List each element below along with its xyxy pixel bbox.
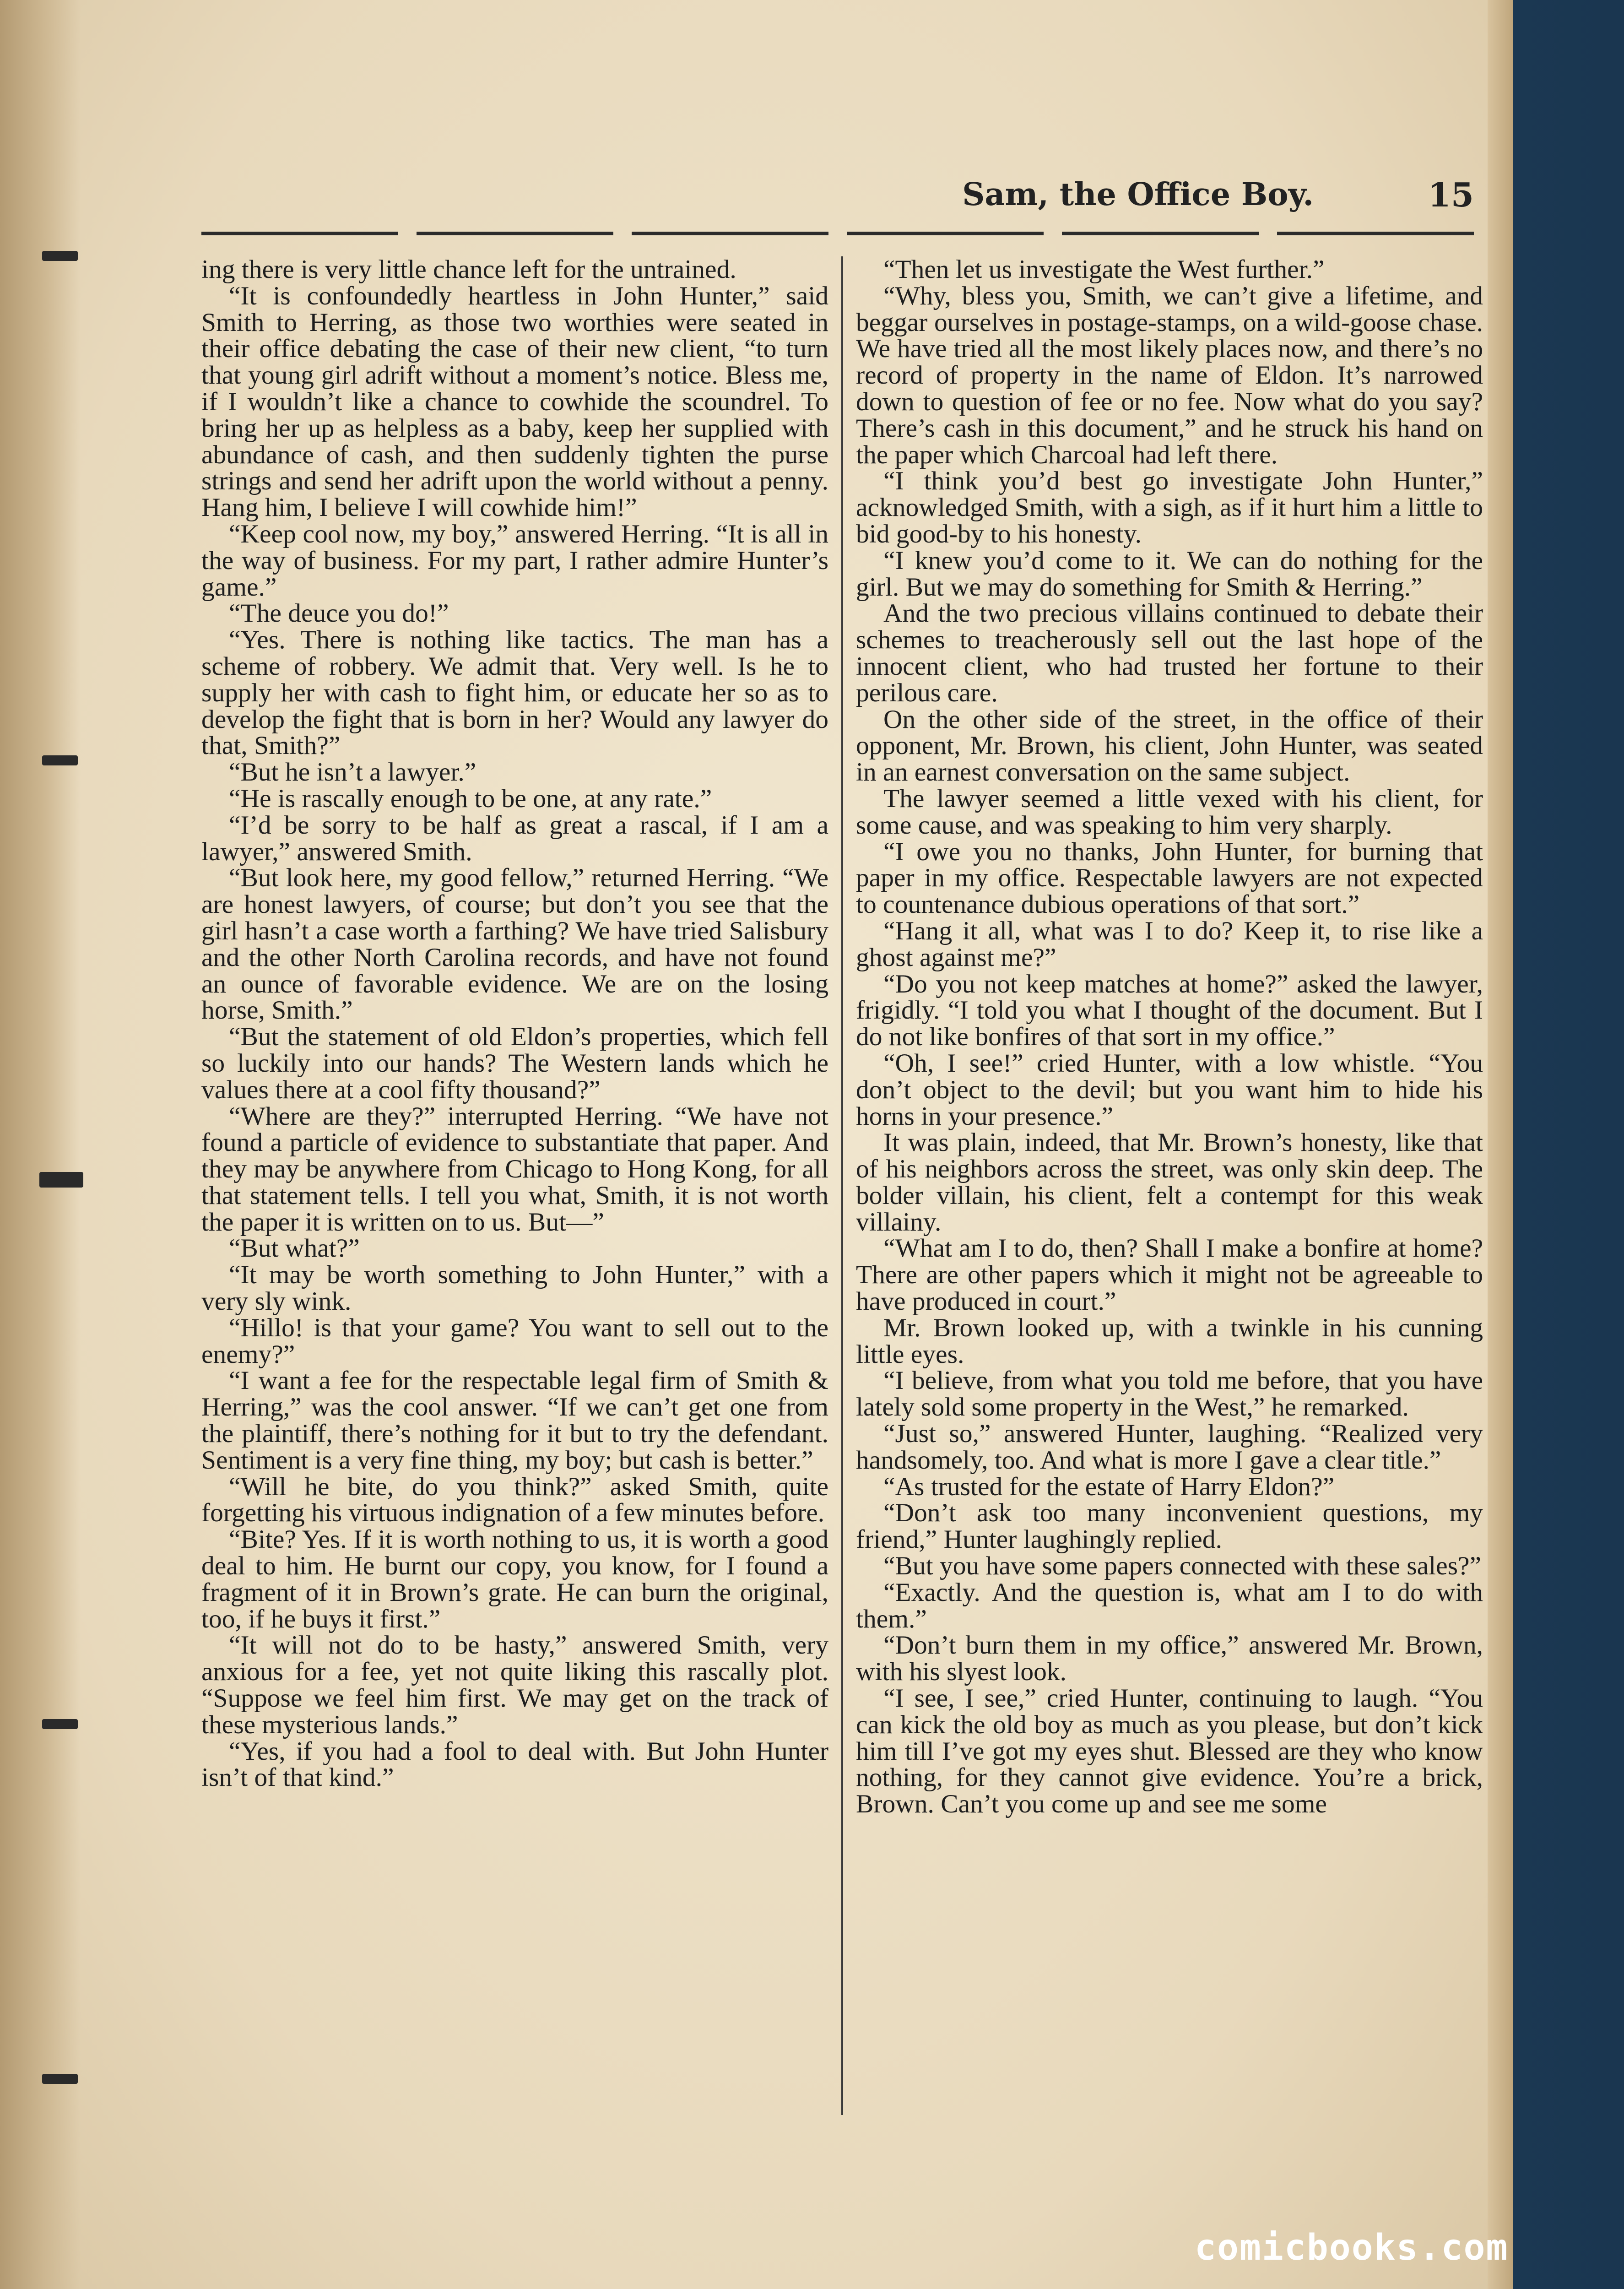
binding-stitch [42, 1719, 78, 1729]
paragraph: “Don’t burn them in my office,” answered Mr. Brown, with his slyest look. [856, 1631, 1483, 1687]
paragraph: “Bite? Yes. If it is worth nothing to us, it is worth a good deal to him. He burnt our copy, you know, for I found a fragment of it in Brown’s grate. He can burn the original, too, if he buys it first.” [201, 1525, 828, 1633]
binding-stitch [42, 251, 78, 261]
paragraph: “The deuce you do!” [229, 599, 449, 628]
column-divider [841, 256, 843, 2115]
binding-stitch [42, 2074, 78, 2084]
page-number: 15 [1428, 175, 1474, 214]
paragraph: The lawyer seemed a little vexed with his client, for some cause, and was speaking to him very sharply. [856, 784, 1483, 840]
paragraph: “Exactly. And the question is, what am I to do with them.” [856, 1578, 1483, 1633]
paragraph: It was plain, indeed, that Mr. Brown’s honesty, like that of his neighbors across the street, was only skin deep. The bolder villain, his client, felt a contempt for this weak villainy. [856, 1128, 1483, 1237]
paragraph: “Don’t ask too many inconvenient questions, my friend,” Hunter laughingly replied. [856, 1498, 1483, 1554]
paragraph: “But look here, my good fellow,” returned Herring. “We are honest lawyers, of course; but don’t you see that the girl hasn’t a case worth a farthing? We have tried Salisbury and the other North Carolina records, and have not found an ounce of favorable evidence. We are on the losing horse, Smith.” [201, 863, 828, 1025]
paragraph: “Hang it all, what was I to do? Keep it, to rise like a ghost against me?” [856, 916, 1483, 972]
paragraph: “Why, bless you, Smith, we can’t give a lifetime, and beggar ourselves in postage-stamps, on a wild-goose chase. We have tried all the most likely places now, and there’s no record of property in the name of Eldon. It’s narrowed down to question of fee or no fee. Now what do you say? There’s cash in this document,” and he struck his hand on the paper which Charcoal had left there. [856, 281, 1483, 469]
paragraph: “It may be worth something to John Hunter,” with a very sly wink. [201, 1260, 828, 1316]
paragraph: “I think you’d best go investigate John Hunter,” acknowledged Smith, with a sigh, as if it hurt him a little to bid good-by to his honesty. [856, 466, 1483, 548]
paragraph: “But what?” [229, 1234, 360, 1263]
paragraph: “He is rascally enough to be one, at any rate.” [229, 784, 712, 813]
paragraph: On the other side of the street, in the office of their opponent, Mr. Brown, his client, John Hunter, was seated in an earnest conversation on the same subject. [856, 705, 1483, 787]
binding-stitch [39, 1172, 83, 1188]
page-edge [1488, 0, 1513, 2289]
paragraph: “It will not do to be hasty,” answered Smith, very anxious for a fee, yet not quite liking this rascally plot. “Suppose we feel him first. We may get on the track of these mysterious lands.” [201, 1631, 828, 1739]
paragraph: “Will he bite, do you think?” asked Smith, quite forgetting his virtuous indignation of a few minutes before. [201, 1472, 828, 1528]
paragraph: “I knew you’d come to it. We can do nothing for the girl. But we may do something for Smith & Herring.” [856, 546, 1483, 602]
paragraph: “But he isn’t a lawyer.” [229, 758, 476, 787]
running-title: Sam, the Office Boy. [962, 176, 1314, 213]
paragraph: “But the statement of old Eldon’s properties, which fell so luckily into our hands? The Western lands which he values there at a cool fifty thousand?” [201, 1022, 828, 1104]
paragraph: Mr. Brown looked up, with a twinkle in his cunning little eyes. [856, 1313, 1483, 1369]
paragraph: “But you have some papers connected with these sales?” [883, 1551, 1482, 1581]
left-text-column [201, 256, 828, 1791]
paragraph: “Keep cool now, my boy,” answered Herring. “It is all in the way of business. For my part, I rather admire Hunter’s game.” [201, 519, 828, 602]
paragraph: And the two precious villains continued to debate their schemes to treacherously sell out the last hope of the innocent client, who had trusted her fortune to their perilous care. [856, 599, 1483, 707]
paragraph: “As trusted for the estate of Harry Eldon?” [883, 1472, 1335, 1501]
paragraph: “It is confoundedly heartless in John Hunter,” said Smith to Herring, as those two worthies were seated in their office debating the case of their new client, “to turn that young girl adrift without a moment’s notice. Bless me, if I wouldn’t like a chance to cowhide the scoundrel. To bring her up as helpless as a baby, keep her supplied with abundance of cash, and then suddenly tighten the purse strings and send her adrift upon the world without a penny. Hang him, I believe I will cowhide him!” [201, 281, 828, 522]
paragraph: “I want a fee for the respectable legal firm of Smith & Herring,” was the cool answer. “If we can’t get one from the plaintiff, there’s nothing for it but to try the defendant. Sentiment is a very fine thing, my boy; but cash is better.” [201, 1366, 828, 1475]
paragraph: “Yes. There is nothing like tactics. The man has a scheme of robbery. We admit that. Very well. Is he to supply her with cash to fight him, or educate her so as to develop the fight that is born in her? Would any lawyer do that, Smith?” [201, 625, 828, 760]
binding-stitch [42, 755, 78, 765]
header-rule [201, 232, 1478, 235]
paragraph: “Do you not keep matches at home?” asked the lawyer, frigidly. “I told you what I thought of the document. But I do not like bonfires of that sort in my office.” [856, 969, 1483, 1052]
paragraph: “I see, I see,” cried Hunter, continuing to laugh. “You can kick the old boy as much as you please, but don’t kick him till I’ve got my eyes shut. Blessed are they who know nothing, for they cannot give evidence. You’re a brick, Brown. Can’t you come up and see me some [856, 1684, 1483, 1819]
paragraph: “Then let us investigate the West further.” [883, 255, 1325, 284]
paragraph: “I believe, from what you told me before, that you have lately sold some property in the West,” he remarked. [856, 1366, 1483, 1422]
paragraph: ing there is very little chance left for the untrained. [201, 255, 736, 284]
paragraph: “I owe you no thanks, John Hunter, for burning that paper in my office. Respectable lawyers are not expected to countenance dubious operations of that sort.” [856, 837, 1483, 919]
paragraph: “I’d be sorry to be half as great a rascal, if I am a lawyer,” answered Smith. [201, 810, 828, 866]
paragraph: “Yes, if you had a fool to deal with. But John Hunter isn’t of that kind.” [201, 1736, 828, 1792]
right-text-column [856, 256, 1483, 1817]
paragraph: “Where are they?” interrupted Herring. “We have not found a particle of evidence to substantiate that paper. And they may be anywhere from Chicago to Hong Kong, for all that statement tells. I tell you what, Smith, it is not worth the paper it is written on to us. But—” [201, 1101, 828, 1237]
paragraph: “What am I to do, then? Shall I make a bonfire at home? There are other papers which it might not be agreeable to have produced in court.” [856, 1234, 1483, 1316]
paragraph: “Oh, I see!” cried Hunter, with a low whistle. “You don’t object to the devil; but you want him to hide his horns in your presence.” [856, 1048, 1483, 1131]
paragraph: “Just so,” answered Hunter, laughing. “Realized very handsomely, too. And what is more I gave a clear title.” [856, 1419, 1483, 1475]
binding-gutter [0, 0, 80, 2289]
paragraph: “Hillo! is that your game? You want to sell out to the enemy?” [201, 1313, 828, 1369]
running-header [659, 176, 1483, 222]
watermark: comicbooks.com [1195, 2227, 1509, 2268]
